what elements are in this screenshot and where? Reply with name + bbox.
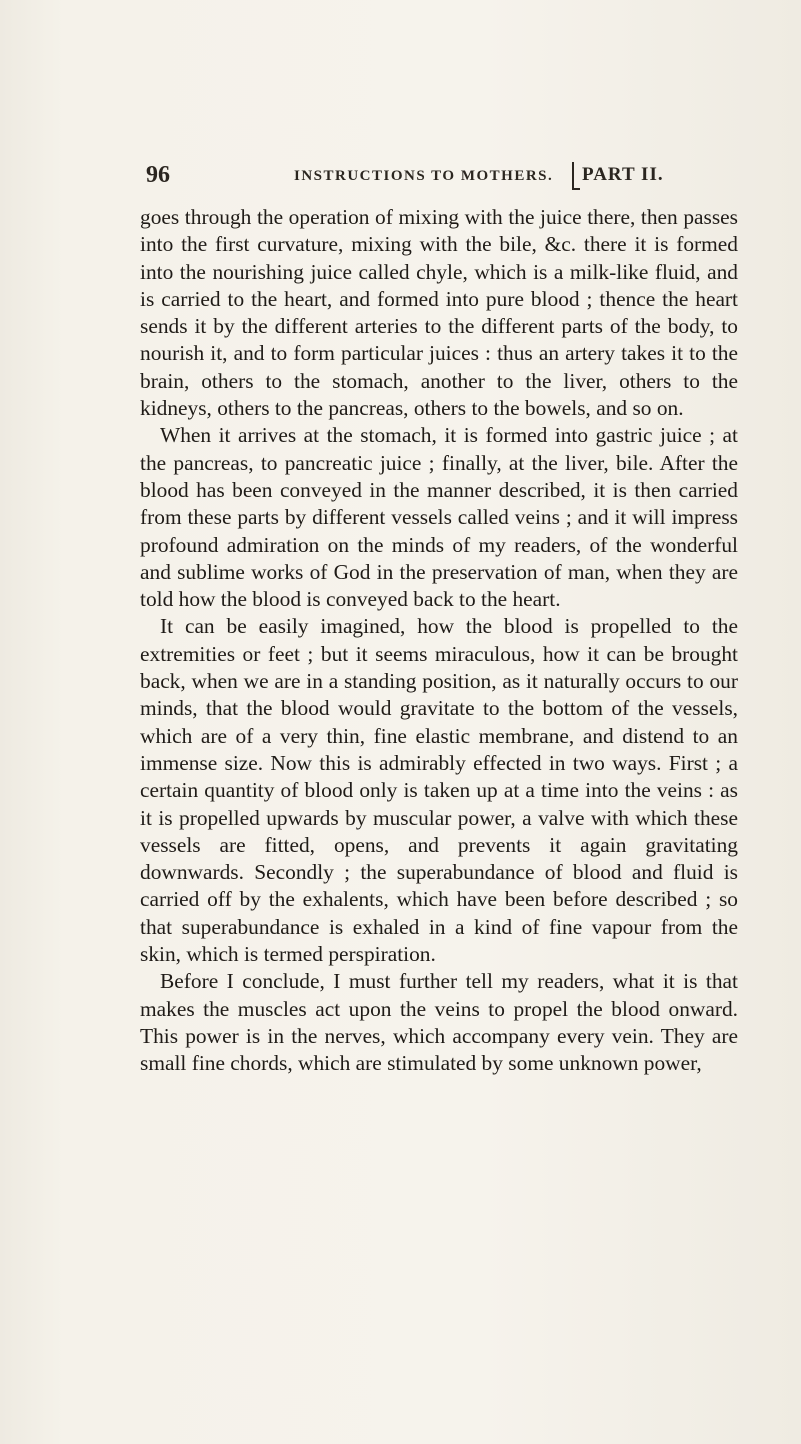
paragraph-1: goes through the operation of mixing with the juice there, then passes into the first curvature, mixing with the bile, &c. there it is formed into the nourishing juice called chyle, which is a milk-like fluid, and is carried to the heart, and formed into pure blood ; thence the heart sends it by the different arteries to the different parts of the body, to nourish it, and to form particular juices : thus an artery takes it to the brain, others to the stomach, another to the liver, others to the kidneys, others to the pancreas, others to the bowels, and so on. <box>140 205 738 421</box>
paragraph-4: Before I conclude, I must further tell my readers, what it is that makes the muscles act upon the veins to propel the blood onward. This power is in the nerves, which accompany every vein. They are small fine chords, which are stimulated by some unknown power, <box>140 969 738 1076</box>
running-head <box>146 162 726 192</box>
part-label <box>582 164 664 186</box>
paragraph-2: When it arrives at the stomach, it is formed into gastric juice ; at the pancreas, to pancreatic juice ; finally, at the liver, bile. After the blood has been conveyed in the manner described, it is then carried from these parts by different vessels called veins ; and it will impress profound admiration on the minds of my readers, of the wonderful and sublime works of God in the preservation of man, when they are told how the blood is conveyed back to the heart. <box>140 423 738 612</box>
part-label-text: PART II. <box>582 164 664 185</box>
running-title: INSTRUCTIONS TO MOTHERS. <box>294 168 554 184</box>
body-text <box>140 204 738 1078</box>
page-number: 96 <box>146 162 170 188</box>
bracket-mark <box>572 162 580 190</box>
paragraph-3: It can be easily imagined, how the blood is propelled to the extremities or feet ; but it seems miraculous, how it can be brought back, when we are in a standing position, as it naturally occurs to our minds, that the blood would gravitate to the bottom of the vessels, which are of a very thin, fine elastic membrane, and distend to an immense size. Now this is admirably effected in two ways. First ; a certain quantity of blood only is taken up at a time into the veins : as it is propelled upwards by muscular power, a valve with which these vessels are fitted, opens, and prevents it again gravitating downwards. Secondly ; the superabundance of blood and fluid is carried off by the exhalents, which have been before described ; so that superabundance is exhaled in a kind of fine vapour from the skin, which is termed perspiration. <box>140 614 738 967</box>
